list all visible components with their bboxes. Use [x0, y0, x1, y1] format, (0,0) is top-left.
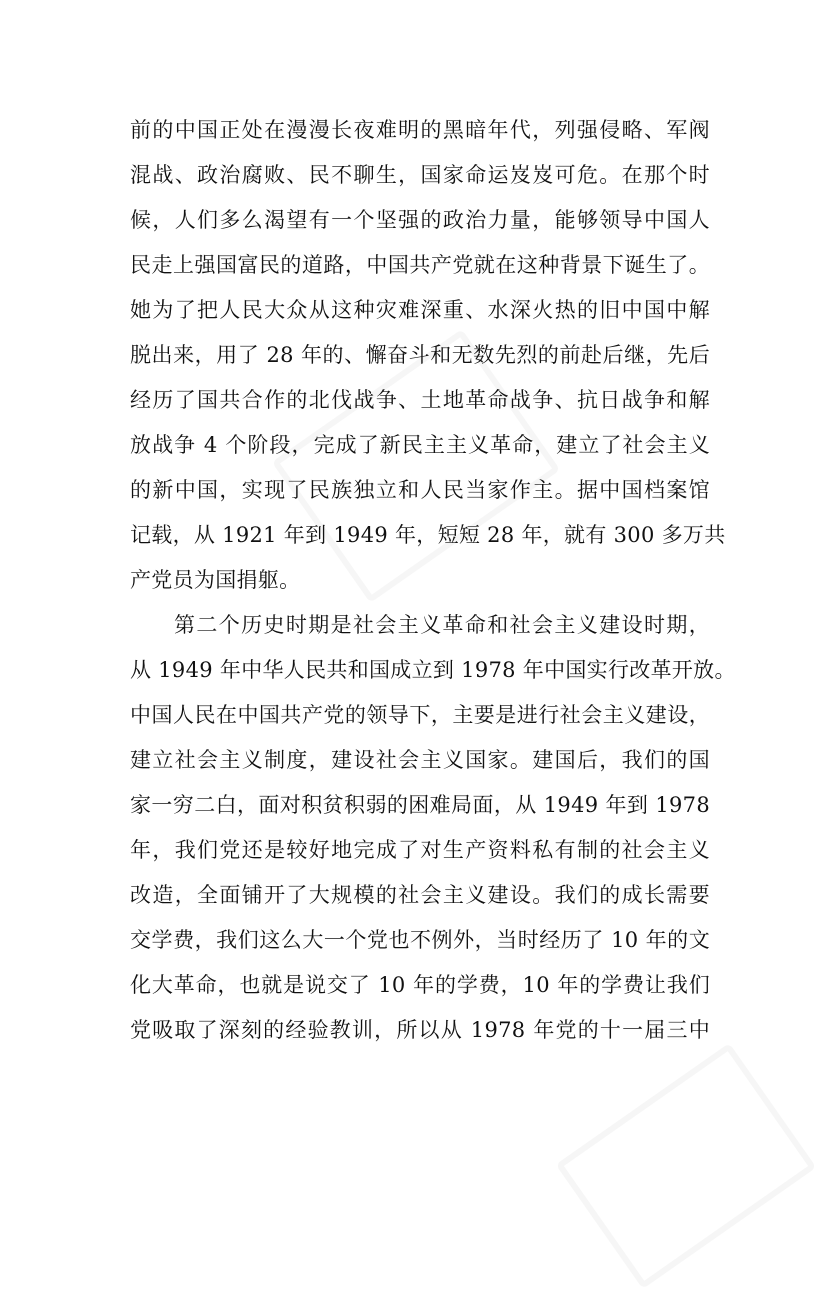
text-line: 前的中国正处在漫漫长夜难明的黑暗年代，列强侵略、军阀 [130, 118, 710, 142]
paragraph-2 [130, 603, 736, 1053]
text-line: 化大革命，也就是说交了 10 年的学费，10 年的学费让我们 [130, 973, 710, 997]
text-line: 经历了国共合作的北伐战争、土地革命战争、抗日战争和解 [130, 388, 710, 412]
text-line: 候，人们多么渴望有一个坚强的政治力量，能够领导中国人 [130, 208, 710, 232]
text-line: 放战争 4 个阶段，完成了新民主主义革命，建立了社会主义 [130, 433, 710, 457]
text-line: 产党员为国捐躯。 [130, 568, 301, 592]
text-line: 改造，全面铺开了大规模的社会主义建设。我们的成长需要 [130, 883, 710, 907]
text-line: 从 1949 年中华人民共和国成立到 1978 年中国实行改革开放。 [130, 658, 736, 682]
text-line: 民走上强国富民的道路，中国共产党就在这种背景下诞生了。 [130, 253, 710, 277]
text-line: 第二个历史时期是社会主义革命和社会主义建设时期， [174, 613, 710, 637]
watermark [556, 1043, 817, 1289]
paragraph-1 [130, 108, 726, 603]
text-line: 年，我们党还是较好地完成了对生产资料私有制的社会主义 [130, 838, 710, 862]
text-line: 她为了把人民大众从这种灾难深重、水深火热的旧中国中解 [130, 298, 710, 322]
text-line: 中国人民在中国共产党的领导下，主要是进行社会主义建设， [130, 703, 710, 727]
text-line: 混战、政治腐败、民不聊生，国家命运岌岌可危。在那个时 [130, 163, 710, 187]
text-line: 脱出来，用了 28 年的、懈奋斗和无数先烈的前赴后继，先后 [130, 343, 710, 367]
document-body [130, 108, 736, 1053]
text-line: 家一穷二白，面对积贫积弱的困难局面，从 1949 年到 1978 [130, 793, 710, 817]
text-line: 交学费，我们这么大一个党也不例外，当时经历了 10 年的文 [130, 928, 710, 952]
text-line: 的新中国，实现了民族独立和人民当家作主。据中国档案馆 [130, 478, 710, 502]
text-line: 党吸取了深刻的经验教训，所以从 1978 年党的十一届三中 [130, 1018, 710, 1042]
text-line: 建立社会主义制度，建设社会主义国家。建国后，我们的国 [130, 748, 710, 772]
text-line: 记载，从 1921 年到 1949 年，短短 28 年，就有 300 多万共 [130, 523, 726, 547]
